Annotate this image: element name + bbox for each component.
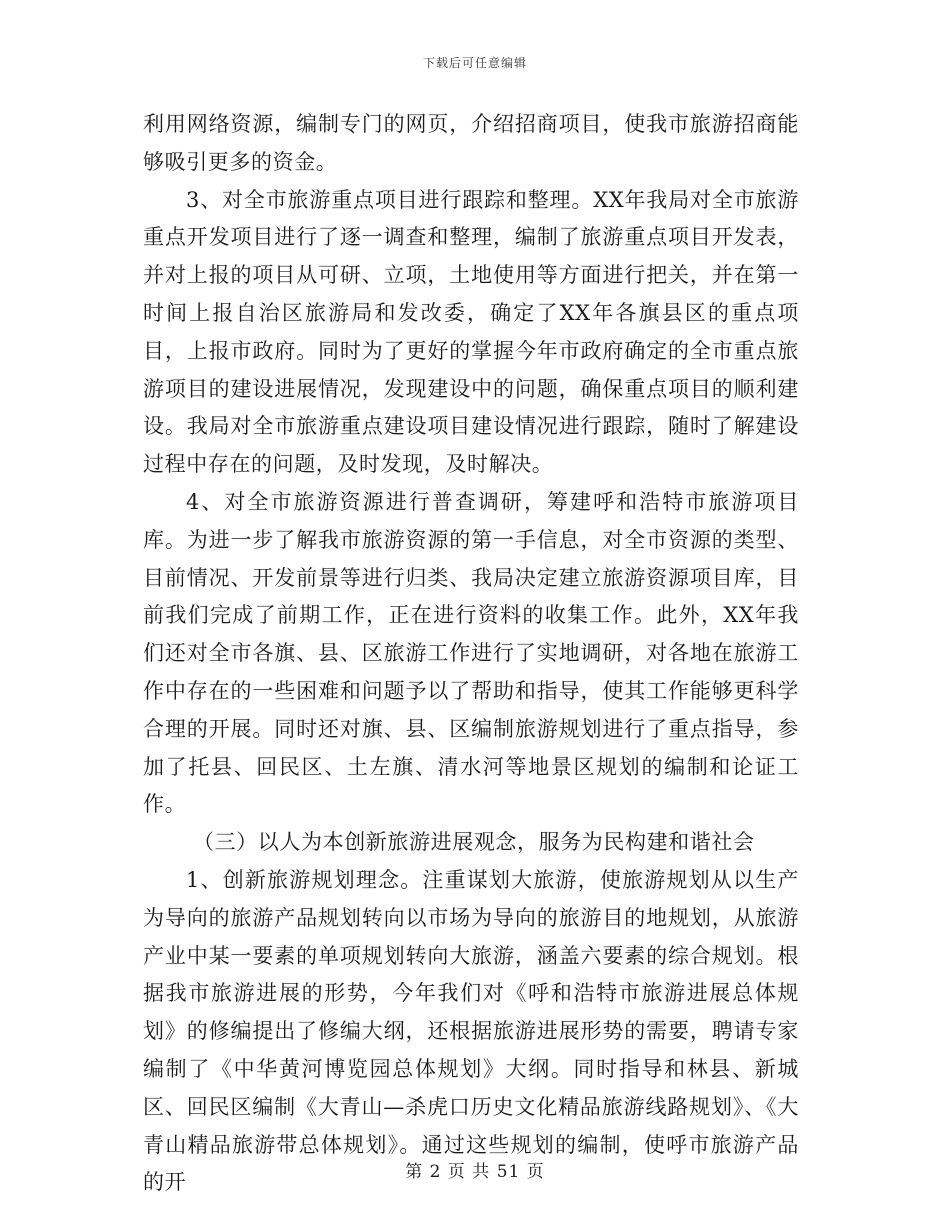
section-heading: （三）以人为本创新旅游进展观念，服务为民构建和谐社会: [193, 830, 755, 855]
paragraph-item-3: 3、对全市旅游重点项目进行跟踪和整理。XX年我局对全市旅游重点开发项目进行了逐一调查和整理，编制了旅游重点项目开发表，并对上报的项目从可研、立项，土地使用等方面进行把关，并在第一时间上报自治区旅游局和发改委，确定了XX年各旗县区的重点项目，上报市政府。同时为了更好的掌握今年市政府确定的全市重点旅游项目的建设进展情况，发现建设中的问题，确保重点项目的顺利建设。我局对全市旅游重点建设项目建设情况进行跟踪，随时了解建设过程中存在的问题，及时发现，及时解决。: [143, 187, 799, 477]
document-body: [143, 106, 799, 1202]
paragraph-item-1: 1、创新旅游规划理念。注重谋划大旅游，使旅游规划从以生产为导向的旅游产品规划转向以市场为导向的旅游目的地规划，从旅游产业中某一要素的单项规划转向大旅游，涵盖六要素的综合规划。根据我市旅游进展的形势，今年我们对《呼和浩特市旅游进展总体规划》的修编提出了修编大纲，还根据旅游进展形势的需要，聘请专家编制了《中华黄河博览园总体规划》大纲。同时指导和林县、新城区、回民区编制《大青山—杀虎口历史文化精品旅游线路规划》、《大青山精品旅游带总体规划》。通过这些规划的编制，使呼市旅游产品的开: [143, 867, 799, 1195]
page-number-footer: 第 2 页 共 51 页: [405, 1162, 545, 1182]
paragraph-item-4: 4、对全市旅游资源进行普查调研，筹建呼和浩特市旅游项目库。为进一步了解我市旅游资源的第一手信息，对全市资源的类型、目前情况、开发前景等进行归类、我局决定建立旅游资源项目库，目前我们完成了前期工作，正在进行资料的收集工作。此外，XX年我们还对全市各旗、县、区旅游工作进行了实地调研，对各地在旅游工作中存在的一些困难和问题予以了帮助和指导，使其工作能够更科学合理的开展。同时还对旗、县、区编制旅游规划进行了重点指导，参加了托县、回民区、土左旗、清水河等地景区规划的编制和论证工作。: [143, 489, 799, 817]
page-header: 下载后可任意编辑: [422, 56, 527, 70]
paragraph-continuation: 利用网络资源，编制专门的网页，介绍招商项目，使我市旅游招商能够吸引更多的资金。: [143, 112, 799, 174]
